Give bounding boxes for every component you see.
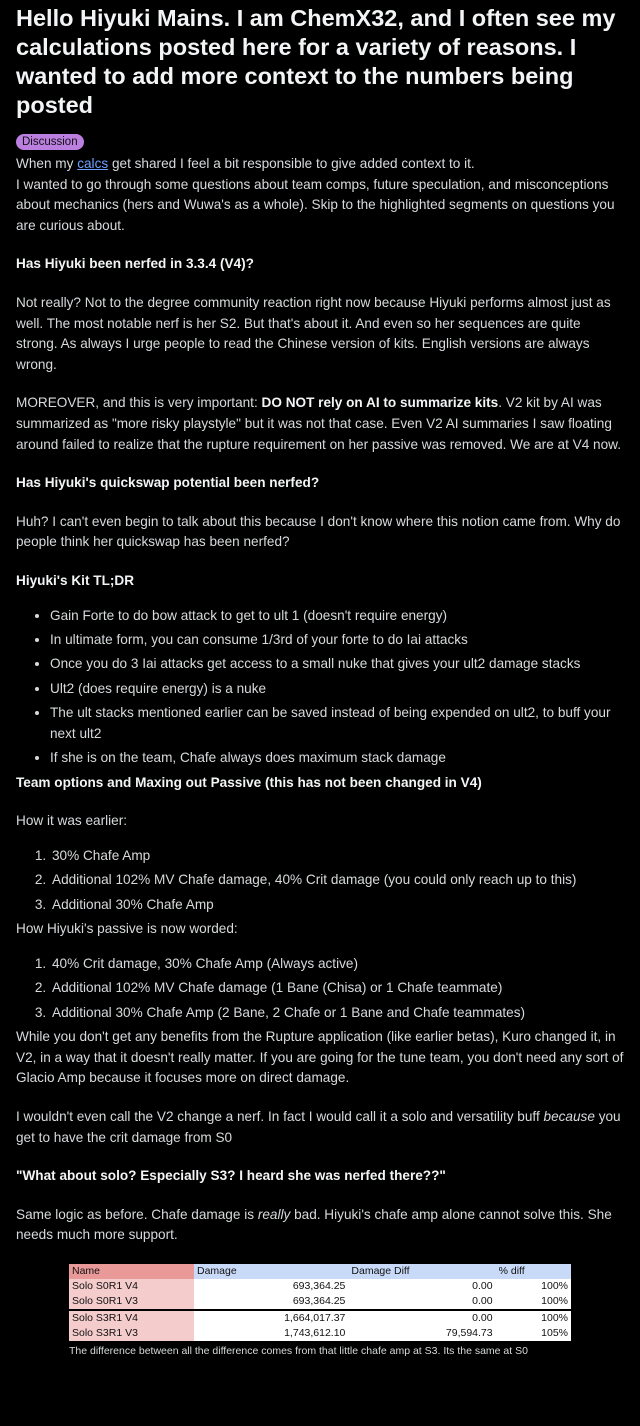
table-header-cell: Damage Diff [348,1264,495,1279]
list-item: • The ult stacks mentioned earlier can be saved instead of being expended on ult2, to buff your next ult2 [50,703,624,744]
list-item: 2. Additional 102% MV Chafe damage, 40% Crit damage (you could only reach up to this) [50,870,624,891]
table-cell: 693,364.25 [292,1279,346,1292]
q1-heading: Has Hiyuki been nerfed in 3.3.4 (V4)? [16,256,254,272]
list-item: • In ultimate form, you can consume 1/3rd of your forte to do Iai attacks [50,630,624,651]
post-title: Hello Hiyuki Mains. I am ChemX32, and I often see my calculations posted here for a variety of reasons. I wanted to add more context to the numbers being posted [16,5,616,118]
calc-table-image[interactable] [16,1264,624,1358]
table-caption: The difference between all the difference comes from that little chafe amp at S3. Its the same at S0 [69,1344,528,1357]
table-cell: 100% [541,1294,568,1307]
q1-p2-post: . V2 kit by AI was summarized as "more risky playstyle" but it was not that case. Even V2 AI summaries I saw floating around failed to realize that the rupture requirement on her passive was removed. We are at V4 now. [16,395,622,452]
intro-line-2: I wanted to go through some questions about team comps, future speculation, and misconceptions about mechanics (hers and Wuwa's as a whole). Skip to the highlighted segments on questions you are curious about. [16,176,615,233]
kit-heading: Hiyuki's Kit TL;DR [16,572,135,588]
q2-paragraph: Huh? I can't even begin to talk about this because I don't know where this notion came from. Why do people think her quickswap has been nerfed? [16,513,621,550]
now-list [16,954,624,1023]
table-cell: Solo S0R1 V4 [69,1279,194,1294]
q2-heading: Has Hiyuki's quickswap potential been nerfed? [16,475,320,491]
team-p2-em: because [543,1108,595,1124]
table-row [69,1294,571,1310]
intro-line-1 [16,154,624,175]
list-item: • Gain Forte to do bow attack to get to ult 1 (doesn't require energy) [50,606,624,627]
team-p2-post: you get to have the crit damage from S0 [16,1108,621,1145]
solo-p-pre: Same logic as before. Chafe damage is [16,1206,258,1222]
list-item: 3. Additional 30% Chafe Amp (2 Bane, 2 Chafe or 1 Bane and Chafe teammates) [50,1003,624,1024]
q1-p2-bold: DO NOT rely on AI to summarize kits [261,395,499,411]
table-cell: 0.00 [472,1294,493,1307]
table-row [69,1310,571,1326]
earlier-label: How it was earlier: [16,813,128,829]
table-row [69,1326,571,1341]
table-row [69,1279,571,1294]
list-item: 3. Additional 30% Chafe Amp [50,895,624,916]
list-item: 1. 40% Crit damage, 30% Chafe Amp (Always active) [50,954,624,975]
intro-post: get shared I feel a bit responsible to give added context to it. [108,156,475,171]
team-heading: Team options and Maxing out Passive (this has not been changed in V4) [16,774,482,790]
table-cell: 100% [496,1310,571,1326]
table-cell: Solo S3R1 V3 [69,1326,194,1341]
solo-paragraph [16,1205,624,1246]
flair-badge[interactable]: Discussion [16,134,84,150]
earlier-list [16,846,624,915]
table-header-row [69,1264,571,1279]
q1-p2-pre: MOREOVER, and this is very important: [16,395,262,411]
list-item: 2. Additional 102% MV Chafe damage (1 Bane (Chisa) or 1 Chafe teammate) [50,978,624,999]
list-item: 1. 30% Chafe Amp [50,846,624,867]
list-item: • If she is on the team, Chafe always does maximum stack damage [50,748,624,769]
table-cell: 693,364.25 [292,1294,346,1307]
now-label: How Hiyuki's passive is now worded: [16,921,238,937]
table-cell: 1,743,612.10 [284,1326,346,1339]
q1-paragraph-2 [16,393,624,455]
list-item: • Once you do 3 Iai attacks get access to a small nuke that gives your ult2 damage stacks [50,654,624,675]
table-cell: 1,664,017.37 [194,1310,348,1326]
team-paragraph-1: While you don't get any benefits from the Rupture application (like earlier betas), Kuro changed it, in V2, in a way that it doesn't really matter. If you are going for the tune team, you don't need any sort of Glacio Amp because it focuses more on direct damage. [16,1029,624,1086]
kit-bullet-list [16,606,624,769]
solo-heading: "What about solo? Especially S3? I heard she was nerfed there??" [16,1168,446,1184]
flair-row [16,120,624,150]
table-cell: 0.00 [472,1279,493,1292]
table-cell: 100% [541,1279,568,1292]
team-p2-pre: I wouldn't even call the V2 change a nerf. In fact I would call it a solo and versatility buff [16,1108,544,1124]
list-item: • Ult2 (does require energy) is a nuke [50,679,624,700]
table-cell: Solo S3R1 V4 [69,1310,194,1326]
table-header-cell: Name [69,1264,194,1279]
team-paragraph-2 [16,1107,624,1148]
table-header-cell: Damage [194,1264,348,1279]
q1-paragraph-1: Not really? Not to the degree community reaction right now because Hiyuki performs almost just as well. The most notable nerf is her S2. But that's about it. And even so her sequences are quite strong. As always I urge people to read the Chinese version of kits. English versions are always wrong. [16,294,611,372]
solo-p-post: bad. Hiyuki's chafe amp alone cannot solve this. She needs much more support. [16,1206,612,1243]
table-cell: 0.00 [348,1310,495,1326]
table-header-cell: % diff [496,1264,571,1279]
table-cell: Solo S0R1 V3 [69,1294,194,1310]
intro-pre: When my [16,156,78,171]
table-cell: 105% [541,1326,568,1339]
solo-p-em: really [257,1206,291,1222]
table-cell: 79,594.73 [445,1326,493,1339]
calc-table [69,1264,571,1341]
calcs-link[interactable]: calcs [77,156,109,171]
